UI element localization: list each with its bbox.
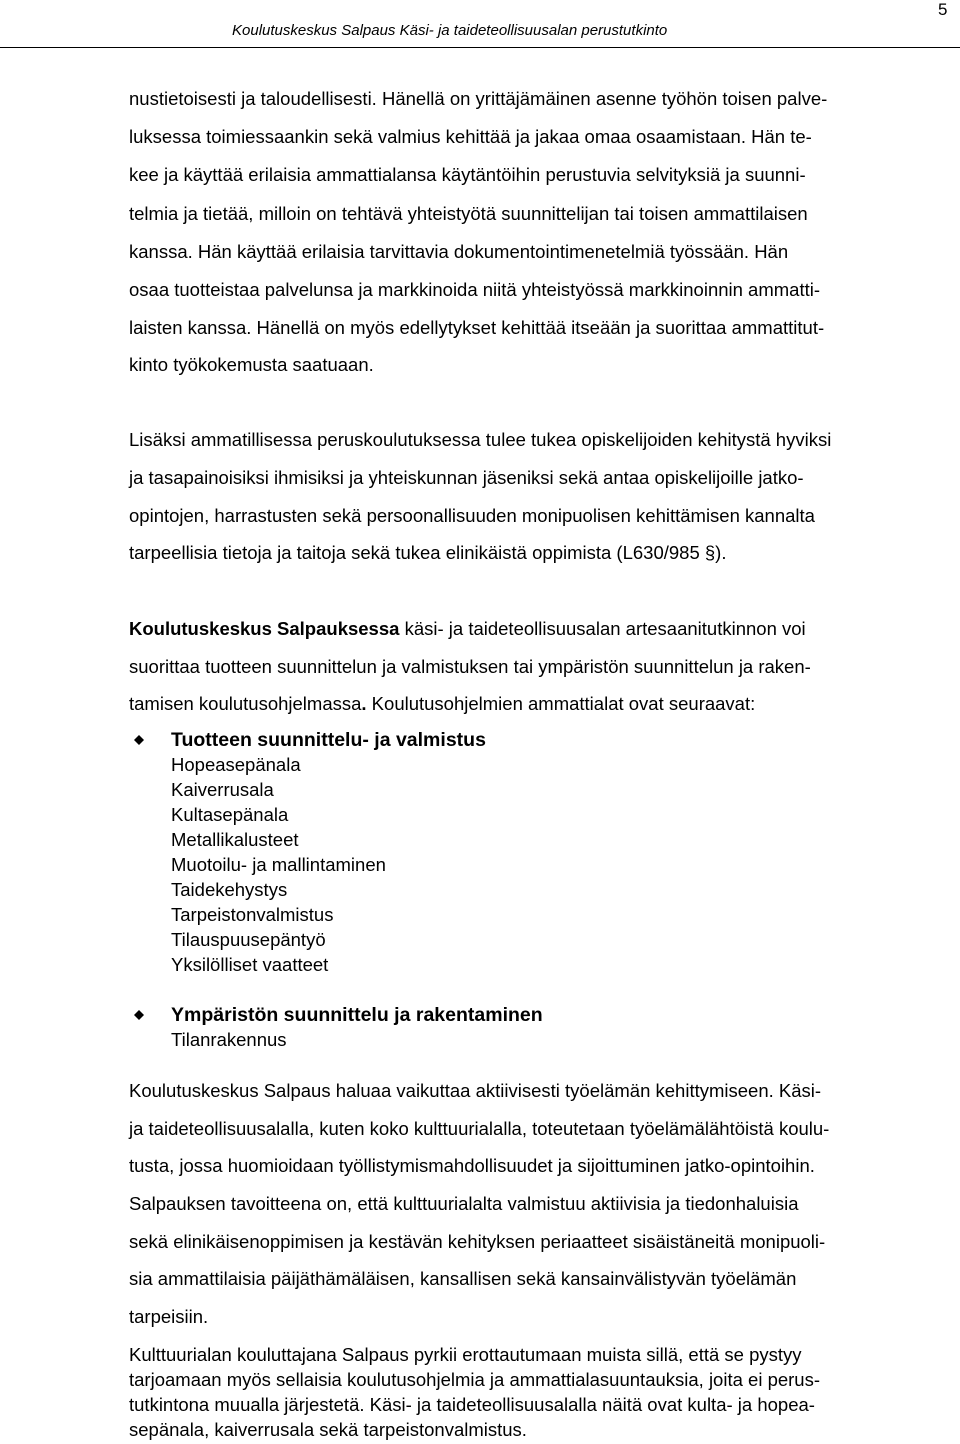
list-item: Tarpeistonvalmistus [171, 904, 334, 925]
text-line: ja tasapainoisiksi ihmisiksi ja yhteiskunnan jäseniksi sekä antaa opiskelijoille jatko- [129, 467, 804, 488]
list-item: Kaiverrusala [171, 779, 274, 800]
text-line: sekä elinikäisenoppimisen ja kestävän kehityksen periaatteet sisäistäneitä monipuoli- [129, 1231, 826, 1252]
text-line: sepänala, kaiverrusala sekä tarpeistonvalmistus. [129, 1419, 527, 1440]
text-line: telmia ja tietää, milloin on tehtävä yhteistyötä suunnittelijan tai toisen ammattilaisen [129, 203, 808, 224]
bold-text: . [361, 693, 367, 714]
text-line [129, 618, 806, 640]
list-item: Tilauspuusepäntyö [171, 929, 326, 950]
page-number: 5 [938, 0, 948, 19]
page-header [0, 0, 960, 50]
list-item: Yksilölliset vaatteet [171, 954, 329, 975]
text-line: laisten kanssa. Hänellä on myös edellytykset kehittää itseään ja suorittaa ammattitut- [129, 317, 825, 338]
text-span: käsi- ja taideteollisuusalan artesaanitutkinnon voi [399, 618, 806, 639]
text-line: tusta, jossa huomioidaan työllistymismahdollisuudet ja sijoittuminen jatko-opintoihin. [129, 1155, 815, 1176]
diamond-bullet-icon [134, 735, 144, 745]
text-line: suorittaa tuotteen suunnittelun ja valmistuksen tai ympäristön suunnittelun ja raken- [129, 656, 811, 677]
list-item: Kultasepänala [171, 804, 289, 825]
text-line: Lisäksi ammatillisessa peruskoulutuksessa tulee tukea opiskelijoiden kehitystä hyviksi [129, 429, 832, 450]
text-line [129, 693, 755, 715]
bold-text: Koulutuskeskus Salpauksessa [129, 618, 400, 639]
list-item: Hopeasepänala [171, 754, 301, 775]
text-line: Salpauksen tavoitteena on, että kulttuurialalta valmistuu aktiivisia ja tiedonhaluisia [129, 1193, 799, 1214]
header-title: Koulutuskeskus Salpaus Käsi- ja taideteollisuusalan perustutkinto [232, 22, 668, 39]
list-item: Taidekehystys [171, 879, 288, 900]
text-line: tarpeellisia tietoja ja taitoja sekä tukea elinikäistä oppimista (L630/985 §). [129, 542, 727, 563]
text-line: kinto työkokemusta saatuaan. [129, 354, 374, 375]
text-line: opintojen, harrastusten sekä persoonallisuuden monipuolisen kehittämisen kannalta [129, 505, 815, 526]
text-line: tarpeisiin. [129, 1306, 209, 1327]
text-line: kee ja käyttää erilaisia ammattialansa käytäntöihin perustuvia selvityksiä ja suunni- [129, 164, 806, 185]
text-line: sia ammattilaisia päijäthämäläisen, kansallisen sekä kansainvälistyvän työelämän [129, 1268, 797, 1289]
text-span: tamisen koulutusohjelmassa [129, 693, 362, 714]
text-line: kanssa. Hän käyttää erilaisia tarvittavia dokumentointimenetelmiä työssään. Hän [129, 241, 789, 262]
list-item: Tilanrakennus [171, 1029, 287, 1050]
header-rule [0, 47, 960, 48]
text-line: osaa tuotteistaa palvelunsa ja markkinoida niitä yhteistyössä markkinoinnin ammatti- [129, 279, 821, 300]
text-line: tutkintona muualla järjestetä. Käsi- ja taideteollisuusalalla näitä ovat kulta- ja hopea- [129, 1394, 815, 1415]
program-title: Tuotteen suunnittelu- ja valmistus [171, 729, 486, 751]
list-item: Metallikalusteet [171, 829, 299, 850]
diamond-bullet-icon [134, 1010, 144, 1020]
text-line: Kulttuurialan kouluttajana Salpaus pyrkii erottautumaan muista sillä, että se pystyy [129, 1344, 802, 1365]
text-line: luksessa toimiessaankin sekä valmius kehittää ja jakaa omaa osaamistaan. Hän te- [129, 126, 812, 147]
text-line: tarjoamaan myös sellaisia koulutusohjelmia ja ammattialasuuntauksia, joita ei perus- [129, 1369, 821, 1390]
text-span: Koulutusohjelmien ammattialat ovat seuraavat: [366, 693, 756, 714]
list-item: Muotoilu- ja mallintaminen [171, 854, 386, 875]
text-line: ja taideteollisuusalalla, kuten koko kulttuurialalla, toteutetaan työelämälähtöistä koulu- [129, 1118, 830, 1139]
text-line: nustietoisesti ja taloudellisesti. Hänellä on yrittäjämäinen asenne työhön toisen palve- [129, 88, 828, 109]
program-title: Ympäristön suunnittelu ja rakentaminen [171, 1004, 543, 1026]
text-line: Koulutuskeskus Salpaus haluaa vaikuttaa aktiivisesti työelämän kehittymiseen. Käsi- [129, 1080, 822, 1101]
